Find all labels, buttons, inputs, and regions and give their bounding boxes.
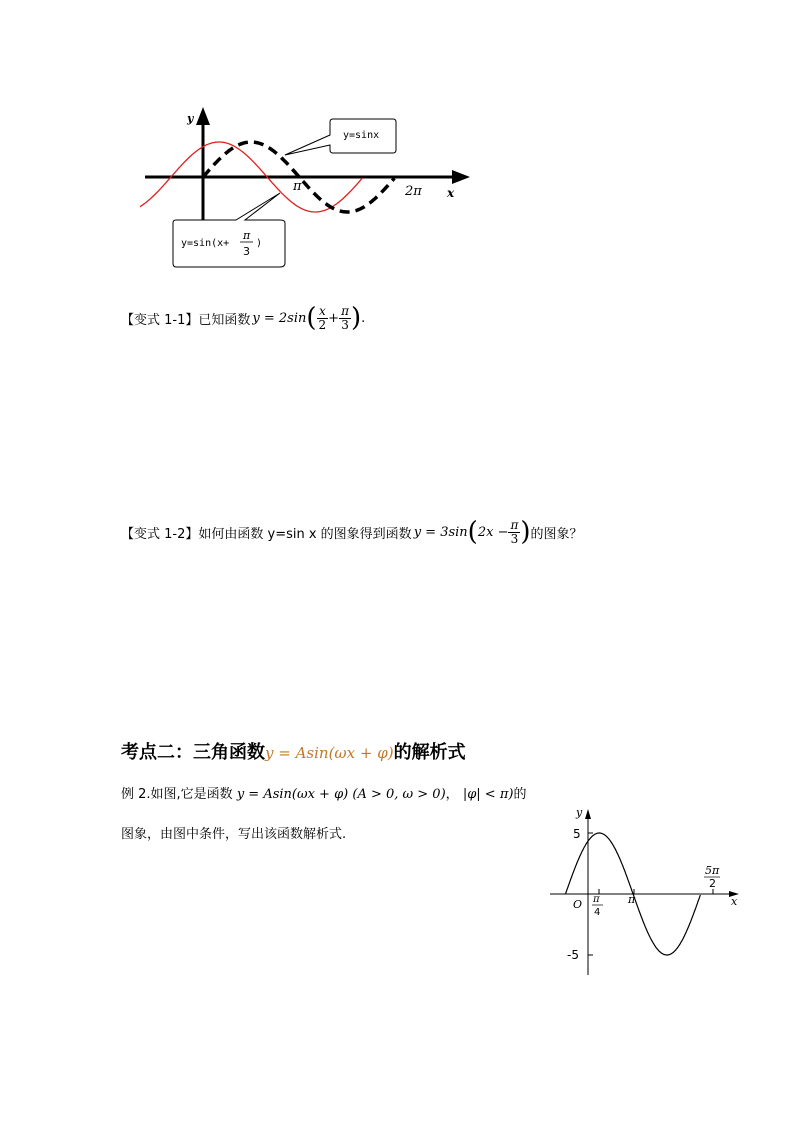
variant-1-2-rparen: ) xyxy=(520,517,531,547)
fig2-origin-label: O xyxy=(573,898,583,911)
section-2-title-after: 的解析式 xyxy=(393,742,466,763)
variant-1-1-rparen: ) xyxy=(350,303,362,333)
example-2-comma: ， xyxy=(445,787,459,802)
fig2-y-axis-arrow xyxy=(585,809,591,819)
callout-shifted-prefix: y=sin(x+ xyxy=(181,238,230,249)
callout-sinx-text: y=sinx xyxy=(343,130,380,141)
variant-1-2-lparen: ( xyxy=(467,517,478,547)
variant-1-1-plus: + xyxy=(328,310,340,326)
variant-1-1-frac1: $\frac{x}{2}$ xyxy=(318,303,327,332)
section-2-formula: y = Asin(ωx + φ) xyxy=(265,744,394,762)
y-axis-arrow xyxy=(196,107,210,125)
two-pi-tick-label: 2π xyxy=(405,184,422,199)
fig2-5pi2-den: 2 xyxy=(709,877,716,890)
variant-1-1-frac2: $\frac{\pi}{3}$ xyxy=(341,303,349,332)
variant-1-2-frac: $\frac{\pi}{3}$ xyxy=(510,517,519,546)
variant-1-2-line xyxy=(121,514,583,550)
fig2-pi4-den: 4 xyxy=(594,907,601,918)
variant-1-2-label: 【变式 1-2】 xyxy=(121,526,199,542)
example-2-condition: (A > 0, ω > 0) xyxy=(352,787,446,802)
variant-1-1-lparen: ( xyxy=(306,303,317,333)
callout-sinx-box xyxy=(285,119,396,155)
callout-shifted-suffix: ) xyxy=(256,238,263,249)
section-2-title-before: 考点二：三角函数 xyxy=(121,742,265,763)
callout-shifted-den: 3 xyxy=(243,245,250,258)
example-2-abs-condition: |φ| < π) xyxy=(462,787,514,802)
variant-1-1-period: . xyxy=(361,310,366,326)
variant-1-1-formula-left: y = 2sin xyxy=(252,310,307,326)
variant-1-2-inner: 2x − xyxy=(477,524,509,540)
variant-1-2-text-after: 的图象？ xyxy=(530,526,583,542)
x-axis-arrow xyxy=(452,170,470,184)
variant-1-2-formula-left: y = 3sin xyxy=(413,524,468,540)
example-2-line2: 图象，由图中条件，写出该函数解析式. xyxy=(121,827,347,842)
example-2-line1-before: 例 2.如图,它是函数 xyxy=(121,787,233,802)
variant-1-2-text-before: 如何由函数 y=sin x 的图象得到函数 xyxy=(198,526,412,542)
variant-1-1-text: 已知函数 xyxy=(198,312,251,328)
fig2-pi4-num: π xyxy=(593,894,600,905)
fig2-x-label: x xyxy=(731,895,738,908)
y-axis-label: y xyxy=(187,112,194,125)
fig2-y-max-label: 5 xyxy=(573,827,581,841)
example-2-line1-after: 的 xyxy=(513,787,527,802)
x-axis-label: x xyxy=(447,186,455,200)
figure1-sine-shift-graph xyxy=(140,105,480,275)
section-2-heading xyxy=(121,738,466,764)
example-2-line1 xyxy=(121,783,526,802)
pi-tick-label: π xyxy=(293,179,302,194)
callout-shifted-box xyxy=(173,193,285,267)
fig2-y-min-label: -5 xyxy=(567,948,579,962)
figure2-sine-graph xyxy=(545,805,745,980)
variant-1-1-line xyxy=(121,300,365,336)
callout-shifted-num: π xyxy=(243,229,251,242)
example-2-formula: y = Asin(ωx + φ) xyxy=(236,787,349,802)
fig2-y-label: y xyxy=(576,806,583,819)
fig2-5pi2-num: 5π xyxy=(705,864,720,877)
fig2-pi-label: π xyxy=(628,893,636,906)
variant-1-1-label: 【变式 1-1】 xyxy=(121,312,199,328)
